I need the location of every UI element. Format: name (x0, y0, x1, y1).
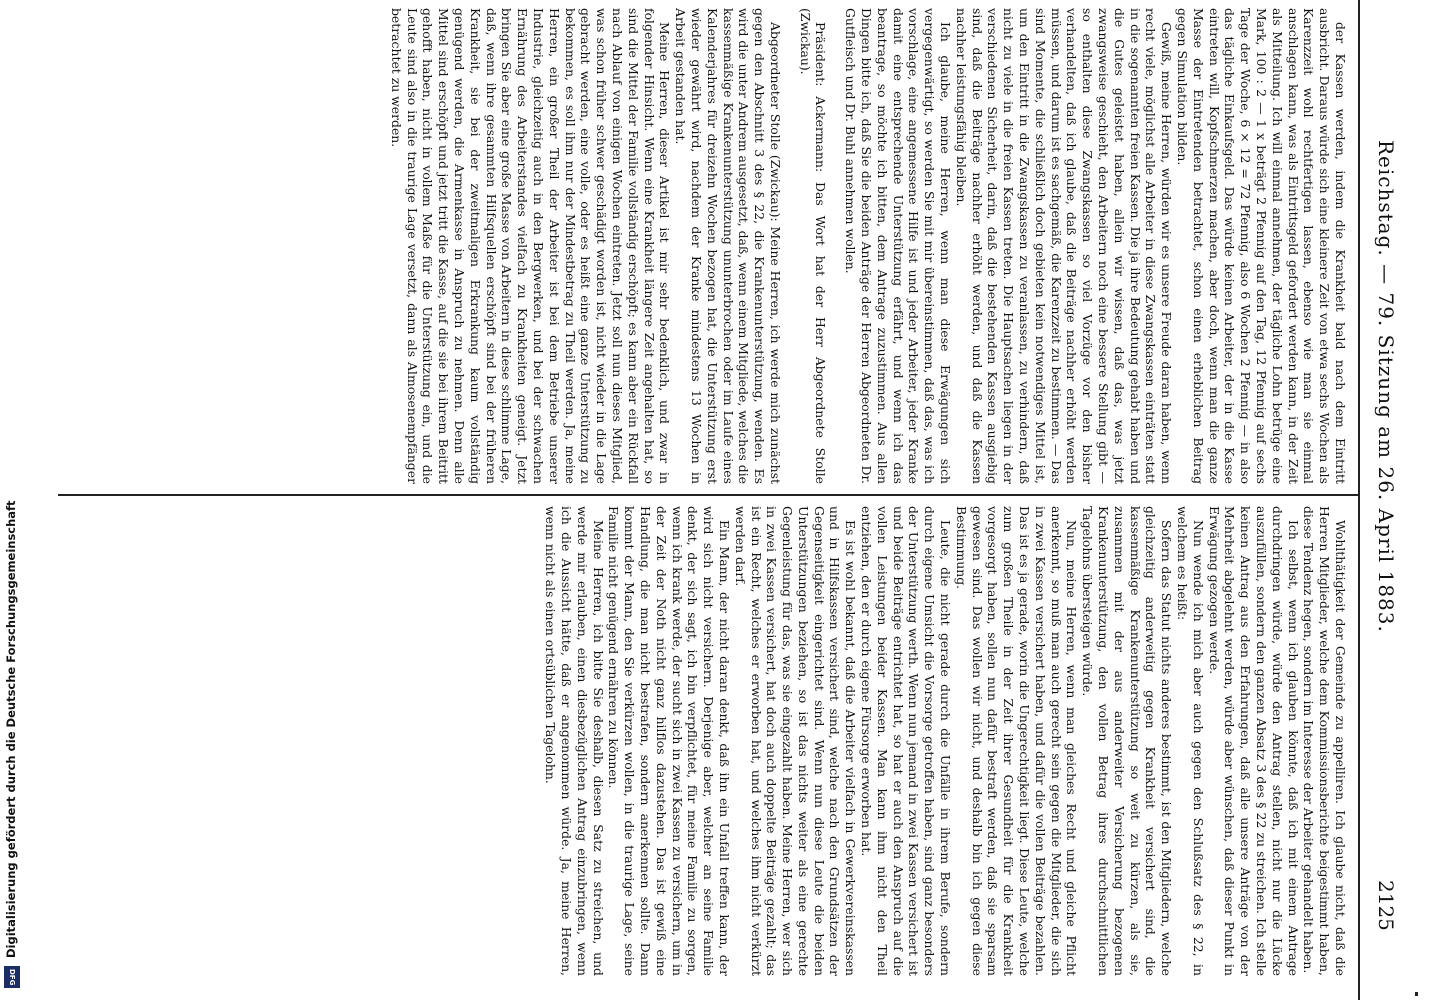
paragraph: Ich glaube, meine Herren, wenn man diese Erwägungen sich vergegenwärtigt, so werden Sie mit mir übereinstimmen, daß das, was ich vorschlage, eine angemessene Hilfe ist und jeder Arbeiter, jeder Kranke damit eine entsprechende Unterstützung erfährt, und wenn ich das beantrage, so möchte ich bitten, dem Antrage zuzustimmen. Aus allen Dingen bitte ich, daß Sie die beiden Anträge der Herren Abgeordneten Dr. Gutfleisch und Dr. Buhl annehmen wollen. (843, 8, 954, 484)
paragraph: Ein Mann, der nicht daran denkt, daß ihn ein Unfall treffen kann, der wird sich nicht versichern. Derjenige aber, welcher an seine Familie denkt, der sich sagt, ich bin verpflichtet, für meine Familie zu sorgen, wenn ich krank werde, der sucht sich in zwei Kassen zu versichern, um in der Zeit der Noth nicht ganz hilflos dazustehen. Das ist gewiß eine Handlung, die man nicht bestrafen, sondern anerkennen sollte. Dann kommt der Mann, den Sie verkürzen wollen, in die traurige Lage, seine Familie nicht genügend ernähren zu können. (606, 506, 732, 976)
footer-strip (0, 0, 22, 1000)
paragraph: Nun, meine Herren, wenn man gleiches Recht und gleiche Pflicht anerkennt, so muß man auch gerecht sein gegen die Mitglieder, die sich in zwei Kassen versichert haben, und dafür die vollen Beiträge bezahlen. Das ist es ja gerade, worin die Ungerechtigkeit liegt. Diese Leute, welche zum großen Theile in der Zeit ihrer Gesundheit für die Krankheit vorgesorgt haben, sollen nun dafür bestraft werden, daß sie sparsam gewesen sind. Das wollen wir nicht, und deshalb bin ich gegen diese Bestimmung. (953, 506, 1080, 976)
paragraph: Meine Herren, ich bitte Sie deshalb, diesen Satz zu streichen, und werde mir erlauben, einen diesbezüglichen Antrag einzubringen, wenn ich die Aussicht hätte, daß er angenommen würde. Ja, meine Herren, wenn nicht als einen ortsüblichen Tagelohn. (543, 506, 606, 976)
text-column-right (48, 506, 1348, 976)
paragraph: der Kassen werden, indem die Krankheit bald nach dem Eintritt ausbricht. Daraus würde sich eine kleinere Zeit von etwa sechs Wochen als Karenzzeit wohl rechtfertigen lassen, ebenso wie man sie einmal anschlagen kann, was als Eintrittsgeld gefordert werden kann, in der Zeit als Mitteilung. Ich will einmal annehmen, der tägliche Lohn betrüge eine Mark, 100 : 2 — 1 x beträgt 2 Pfennig auf den Tag, 12 Pfennig auf sechs Tage der Woche, 6 × 12 = 72 Pfennig, also 6 Wochen 2 Pfennig — in also das tägliche Einkaufsgeld. Das würde keinen Arbeiter, der in die Kasse eintreten will, Kopfschmerzen machen, aber doch, wenn man die ganze Masse der Eintretenden betrachtet, schon einen erheblichen Beitrag gegen Simulation bilden. (1175, 8, 1348, 484)
paragraph: Es ist wohl bekannt, daß die Arbeiter vielfach in Gewerkvereinskassen und in Hilfskassen versichert sind, welche nach den Grundsätzen der Gegenseitigkeit eingerichtet sind. Wenn nun diese Leute die beiden Unterstützungen beziehen, so ist das nichts weiter als eine gerechte Gegenleistung für das, was sie eingezahlt haben. Meine Herren, wer sich in zwei Kassen versichert, hat doch auch doppelte Beiträge gezahlt; das ist ein Recht, welches er erworben hat, und welches ihm nicht verkürzt werden darf. (732, 506, 859, 976)
page-number: 2125 (1374, 880, 1398, 931)
running-header-title: Reichstag. — 79. Sitzung am 26. April 1883. (1374, 140, 1398, 633)
paragraph: Wohlthätigkeit der Gemeinde zu appelliren. Ich glaube nicht, daß die Herren Mitglieder, welche dem Kommissionsberichte beigestimmt haben, diese Tendenz hegen, sondern im Interesse der Arbeiter gehandelt haben. (1301, 506, 1348, 976)
header-rule (1358, 0, 1360, 1000)
paragraph: Nun wende ich mich aber auch gegen den Schlußsatz des § 22, in welchem es heißt: (1175, 506, 1206, 976)
paragraph: Ich selbst, wenn ich glauben könnte, daß ich mit einem Antrage durchdringen würde, würde den Antrag stellen, nicht nur die Lücke auszufüllen, sondern den ganzen Absatz 3 des § 22 zu streichen. Ich stelle keinen Antrag aus den Erfahrungen, daß alle unsere Anträge von der Mehrheit abgelehnt werden, würde aber wünschen, daß dieser Punkt in Erwägung gezogen werde. (1206, 506, 1301, 976)
edge-mark (1415, 992, 1418, 996)
digitization-note: Digitalisierung gefördert durch die Deutsche Forschungsgemeinschaft (4, 500, 18, 958)
column-divider (58, 494, 1358, 496)
speaker-announcement: Präsident: Ackermann: Das Wort hat der Herr Abgeordnete Stolle (Zwickau). (797, 8, 829, 484)
paragraph: Abgeordneter Stolle (Zwickau): Meine Herren, ich werde mich zunächst gegen den Abschnitt 3 des § 22, die Krankenunterstützung, wenden. Es wird die unter Andrem ausgesetzt, daß, wenn einem Mitgliede, welches die kassenmäßige Krankenunterstützung ununterbrochen oder im Laufe eines Kalenderjahres für dreizehn Wochen bezogen hat, die Unterstützung erst wieder gewährt wird, nachdem der Kranke mindestens 13 Wochen in Arbeit gestanden hat. (673, 8, 783, 484)
quoted-statute: Sofern das Statut nichts anderes bestimmt, ist den Mitgliedern, welche gleichzeitig anderweitig gegen Krankheit versichert sind, die kassenmäßige Krankenunterstützung so weit zu kürzen, als sie, zusammen mit der aus anderweiter Versicherung bezogenen Krankenunterstützung, den vollen Betrag ihres durchschnittlichen Tagelohns übersteigen würde. (1080, 506, 1175, 976)
paragraph: Gewiß, meine Herren, würden wir es unsere Freude daran haben, wenn recht viele, möglichst alle Arbeiter in diese Zwangskassen einträten statt in die sogenannten freien Kassen. Die ja ihre Bedeutung gehabt haben und die Gutes geleistet haben, allein wir wissen, daß das, was jetzt zwangsweise geschieht, den Arbeitern noch eine bessere Stellung gibt — so enthalten diese Zwangskassen so viel Vorzüge vor den bisher verhandelten, daß ich glaube, daß die Beiträge nachher erhöht werden müssen, und darum ist es sachgemäß, die Karenzzeit zu bestimmen. — Das sind Momente, die schließlich doch gebieten kein notwendiges Mittel ist, um den Eintritt in die Zwangskassen zu veranlassen, zu verhindern, daß nicht zu viele in die freien Kassen treten. Die Hauptsachen liegen in der verschiedenen Sicherheit, darin, daß die bestehenden Kassen ausgiebig sind, daß die Beiträge nachher erhöht werden, und daß die Kassen nachher leistungsfähig bleiben. (953, 8, 1175, 484)
dfg-logo-icon: DFG (4, 966, 20, 988)
paragraph: Meine Herren, dieser Artikel ist mir sehr bedenklich, und zwar in folgender Hinsicht. Wenn eine Krankheit längere Zeit angehalten hat, so sind die Mittel der Familie vollständig erschöpft; es kann aber ein Rückfall nach Ablauf von einigen Wochen eintreten. Jetzt soll nun dieses Mitglied, was schon früher schwer geschädigt worden ist, nicht wieder in die Lage gebracht werden, eine volle, oder es heißt eine ganze Unterstützung zu bekommen, es soll ihm nur der Mindestbetrag zu Theil werden. Ja, meine Herren, ein großer Theil der Arbeiter ist bei dem Betriebe unserer Industrie, gleichzeitig auch in den Bergwerken, und bei der schwachen Ernährung des Arbeiterstandes vielfach zu Krankheiten geneigt. Jetzt bringen Sie aber eine große Masse von Arbeitern in diese schlimme Lage, daß, wenn ihre gesammten Hilfsquellen erschöpft sind bei der früheren Krankheit, sie bei der zweitmaligen Erkrankung kaum vollständig genügend werden, die Armenkasse in Anspruch zu nehmen. Denn alle Mittel sind erschöpft und jetzt tritt die Kasse, auf die sie bei ihrem Beitritt gehofft haben, nicht in vollem Maße für die Unterstützung ein, und die Leute sind also in die traurige Lage versetzt, dann als Almosenempfänger betrachtet zu werden. (388, 8, 673, 484)
paragraph: Leute, die nicht gerade durch die Unfälle in ihrem Berufe, sondern durch eigene Umsicht die Vorsorge getroffen haben, sind ganz besonders der Unterstützung werth. Wenn nun jemand in zwei Kassen versichert ist und beide Beiträge entrichtet hat, so hat er auch den Anspruch auf die vollen Leistungen beider Kassen. Man kann ihm nicht den Theil entziehen, den er durch eigene Fürsorge erworben hat. (859, 506, 954, 976)
digitization-footer (4, 8, 20, 988)
text-column-left (48, 8, 1348, 484)
